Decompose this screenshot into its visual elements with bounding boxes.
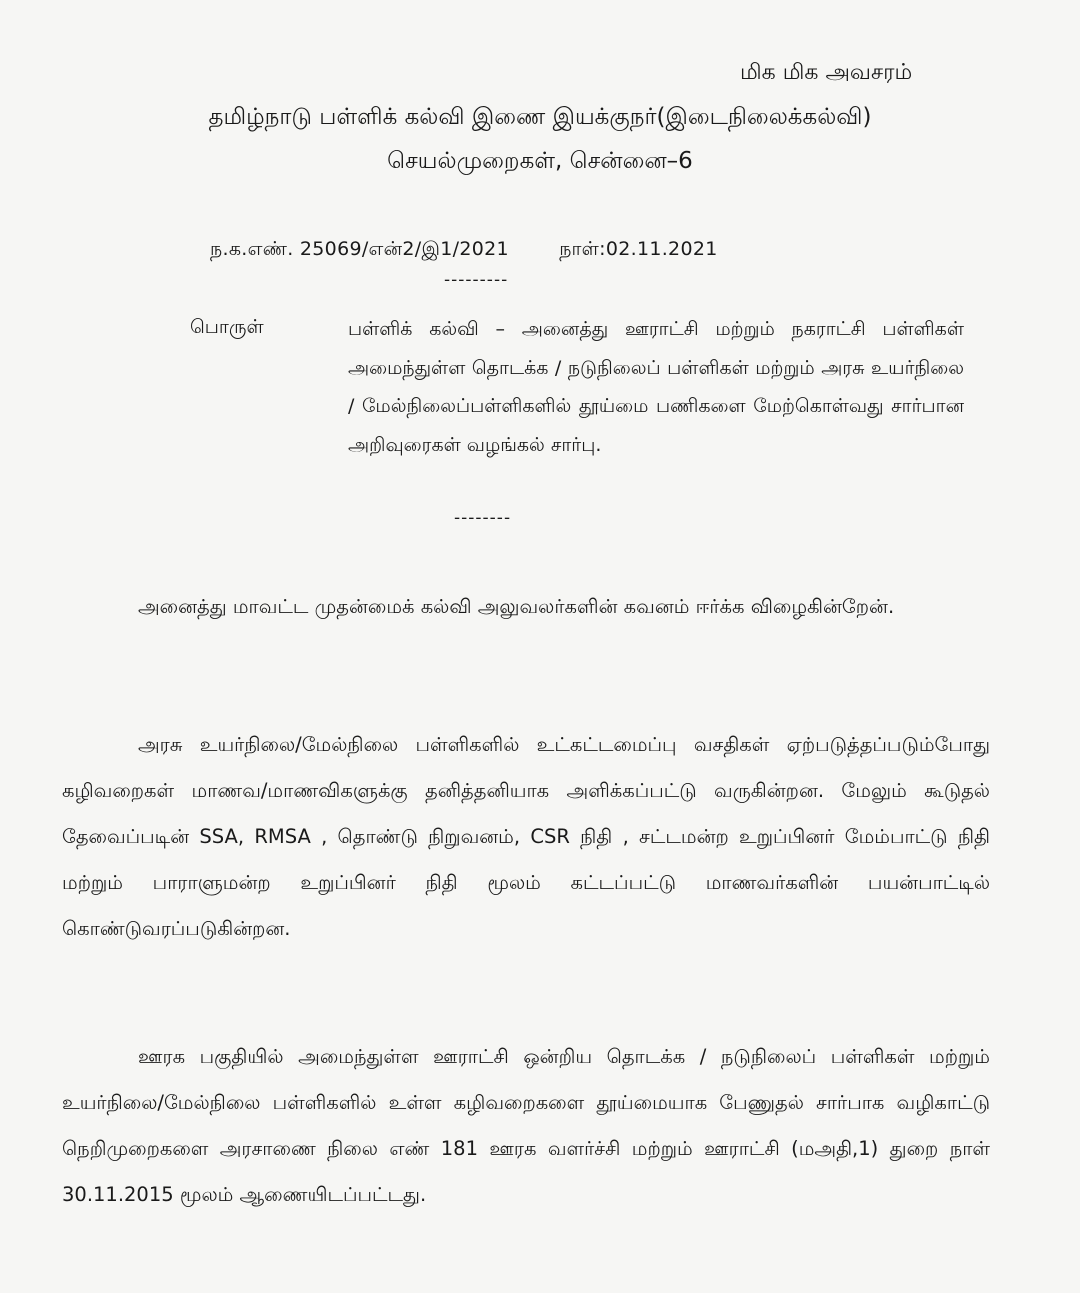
reference-number: ந.க.எண். 25069/என்2/இ1/2021: [210, 238, 509, 260]
reference-date: நாள்:02.11.2021: [559, 238, 718, 260]
office-subtitle: செயல்முறைகள், சென்னை–6: [387, 148, 693, 174]
separator-bottom: --------: [454, 508, 512, 528]
body-paragraph-1: அனைத்து மாவட்ட முதன்மைக் கல்வி அலுவலர்களின் கவனம் ஈர்க்க விழைகின்றேன்.: [138, 595, 895, 618]
reference-row: [210, 238, 718, 263]
office-title: தமிழ்நாடு பள்ளிக் கல்வி இணை இயக்குநர்(இடைநிலைக்கல்வி): [208, 104, 872, 130]
urgency-label: மிக மிக அவசரம்: [740, 60, 913, 85]
subject-text: பள்ளிக் கல்வி – அனைத்து ஊராட்சி மற்றும் நகராட்சி பள்ளிகள் அமைந்துள்ள தொடக்க / நடுநிலைப் பள்ளிகள் மற்றும் அரசு உயர்நிலை / மேல்நிலைப்பள்ளிகளில் தூய்மை பணிகளை மேற்கொள்வது சார்பான அறிவுரைகள் வழங்கல் சார்பு.: [348, 318, 964, 456]
separator-top: ---------: [444, 270, 509, 290]
body-paragraph-2: அரசு உயர்நிலை/மேல்நிலை பள்ளிகளில் உட்கட்டமைப்பு வசதிகள் ஏற்படுத்தப்படும்போது கழிவறைகள் மாணவ/மாணவிகளுக்கு தனித்தனியாக அளிக்கப்பட்டு வருகின்றன. மேலும் கூடுதல் தேவைப்படின் SSA, RMSA , தொண்டு நிறுவனம், CSR நிதி , சட்டமன்ற உறுப்பினர் மேம்பாட்டு நிதி மற்றும் பாராளுமன்ற உறுப்பினர் நிதி மூலம் கட்டப்பட்டு மாணவர்களின் பயன்பாட்டில் கொண்டுவரப்படுகின்றன.: [62, 733, 990, 940]
body-paragraph-3: ஊரக பகுதியில் அமைந்துள்ள ஊராட்சி ஒன்றிய தொடக்க / நடுநிலைப் பள்ளிகள் மற்றும் உயர்நிலை/மேல்நிலை பள்ளிகளில் உள்ள கழிவறைகளை தூய்மையாக பேணுதல் சார்பாக வழிகாட்டு நெறிமுறைகளை அரசாணை நிலை எண் 181 ஊரக வளர்ச்சி மற்றும் ஊராட்சி (மஅதி,1) துறை நாள் 30.11.2015 மூலம் ஆணையிடப்பட்டது.: [62, 1045, 990, 1206]
subject-label: பொருள்: [190, 316, 264, 338]
